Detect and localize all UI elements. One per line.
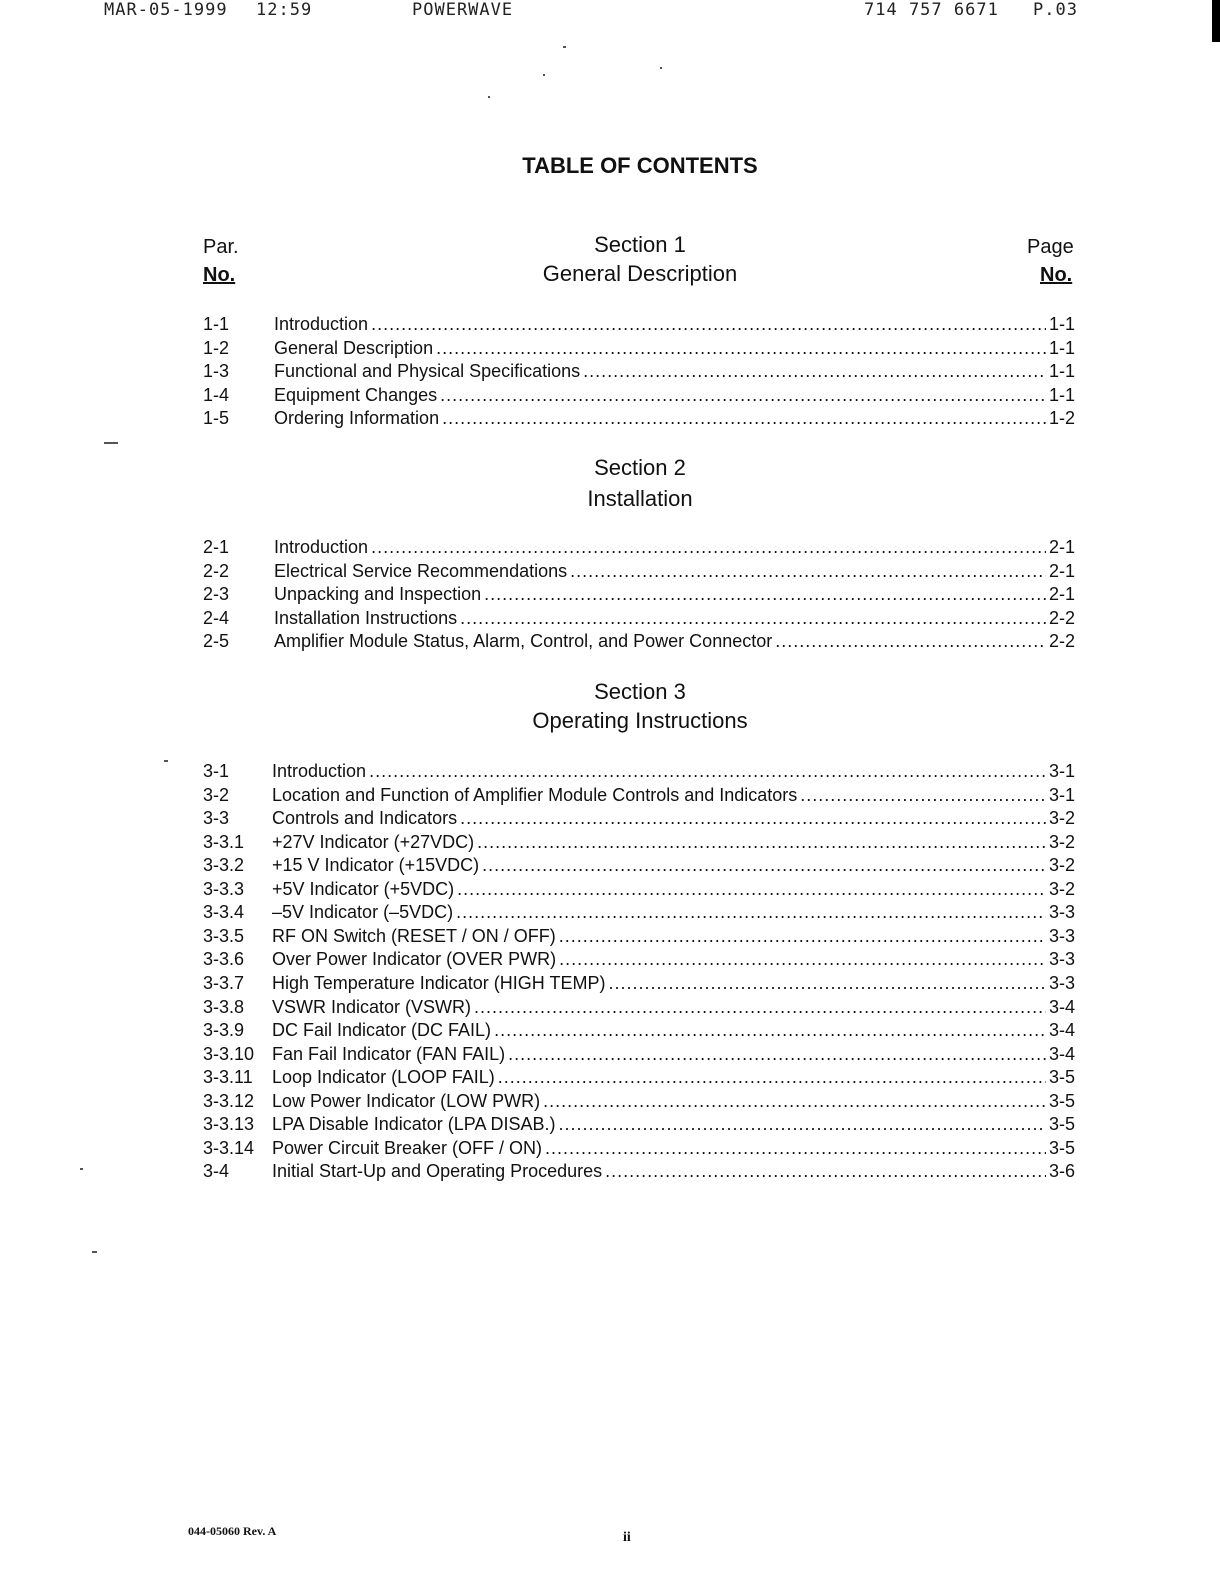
toc-entry-title: VSWR Indicator (VSWR) [272, 996, 472, 1017]
toc-entry [0, 1138, 1220, 1162]
doc-number: 044-05060 Rev. A [188, 1524, 277, 1538]
toc-entry [0, 1161, 1220, 1185]
toc-entry-leader [583, 361, 1046, 382]
toc-entry-leader [482, 855, 1046, 876]
scan-speck [92, 1251, 97, 1253]
toc-entry-page: 3-1 [1048, 784, 1075, 805]
toc-entry [0, 926, 1220, 950]
toc-entry-leader [508, 1044, 1046, 1065]
toc-entry [0, 808, 1220, 832]
toc-entry-number: 2-2 [203, 560, 230, 581]
toc-entry [0, 832, 1220, 856]
toc-entry-page: 2-1 [1048, 584, 1075, 605]
toc-entry-leader [460, 608, 1046, 629]
toc-entry-number: 3-3.14 [203, 1137, 255, 1158]
toc-entry-leader [559, 949, 1046, 970]
toc-entry-page: 3-3 [1048, 949, 1075, 970]
toc-entry [0, 1020, 1220, 1044]
section-3-heading: Section 3 [594, 679, 686, 704]
toc-entry-leader [474, 997, 1046, 1018]
toc-entry-title: High Temperature Indicator (HIGH TEMP) [272, 972, 606, 993]
toc-entry [0, 902, 1220, 926]
toc-entry-page: 3-5 [1048, 1137, 1075, 1158]
toc-entry-number: 3-3.11 [203, 1067, 253, 1088]
section-2-heading: Section 2 [594, 455, 686, 480]
toc-entry-number: 3-2 [203, 784, 230, 805]
section-1-heading: Section 1 [594, 232, 686, 257]
toc-entry-title: LPA Disable Indicator (LPA DISAB.) [272, 1114, 556, 1135]
toc-entry-page: 3-2 [1048, 808, 1075, 829]
toc-entry-page: 3-5 [1048, 1114, 1075, 1135]
toc-entry-leader [543, 1091, 1046, 1112]
fax-time: 12:59 [256, 0, 313, 20]
section-2-subheading: Installation [587, 486, 693, 511]
toc-entry-number: 1-1 [203, 314, 230, 334]
toc-entry-page: 3-4 [1048, 1043, 1075, 1064]
scan-speck [488, 96, 490, 98]
toc-entry-page: 1-1 [1048, 384, 1075, 405]
toc-entry-number: 3-3.10 [203, 1043, 255, 1064]
toc-entry [0, 1044, 1220, 1068]
toc-entry-number: 2-3 [203, 584, 230, 605]
toc-entry-title: Location and Function of Amplifier Module Controls and Indicators [272, 784, 798, 805]
toc-entry-number: 3-3.3 [203, 878, 245, 899]
toc-entry-title: Functional and Physical Specifications [274, 361, 581, 382]
toc-entry-number: 3-3.4 [203, 902, 245, 923]
toc-entry-leader [369, 761, 1046, 782]
toc-entry [0, 631, 1220, 655]
toc-entry [0, 855, 1220, 879]
toc-entry-page: 3-2 [1048, 855, 1075, 876]
toc-entry-number: 3-3.5 [203, 925, 245, 946]
toc-entry [0, 584, 1220, 608]
toc-entry-title: Amplifier Module Status, Alarm, Control, and Power Connector [274, 631, 773, 652]
toc-entry-number: 3-4 [203, 1161, 230, 1182]
toc-entry-title: Equipment Changes [274, 384, 438, 405]
toc-entry-page: 2-2 [1048, 607, 1075, 628]
toc-entry-number: 3-3.6 [203, 949, 245, 970]
toc-entry-title: Initial Start-Up and Operating Procedures [272, 1161, 603, 1182]
toc-entry-title: General Description [274, 337, 434, 358]
toc-entry-leader [559, 926, 1046, 947]
page-label: Page [1027, 236, 1074, 258]
toc-entry-page: 3-2 [1048, 831, 1075, 852]
toc-entry [0, 314, 1220, 338]
toc-entry-leader [440, 385, 1046, 406]
toc-entry-number: 1-4 [203, 384, 230, 405]
toc-entry-number: 1-3 [203, 361, 230, 382]
toc-entry-page: 1-1 [1048, 361, 1075, 382]
toc-entry [0, 879, 1220, 903]
toc-entry-page: 2-1 [1048, 537, 1075, 557]
toc-entry-title: Introduction [272, 761, 367, 781]
par-label: Par. [203, 236, 239, 258]
toc-entry-number: 3-3.7 [203, 972, 245, 993]
page-no-label: No. [1040, 264, 1073, 286]
toc-entry-number: 2-5 [203, 631, 230, 652]
toc-entry-leader [484, 584, 1046, 605]
toc-entry-number: 3-3.8 [203, 996, 245, 1017]
page-number: ii [623, 1530, 631, 1545]
toc-entry [0, 338, 1220, 362]
toc-entry-number: 1-5 [203, 408, 230, 429]
toc-entry-title: Low Power Indicator (LOW PWR) [272, 1090, 541, 1111]
toc-entry-leader [456, 902, 1046, 923]
toc-entry-title: RF ON Switch (RESET / ON / OFF) [272, 925, 556, 946]
toc-entry-leader [436, 338, 1046, 359]
toc-entry-number: 3-3.12 [203, 1090, 255, 1111]
toc-entry-leader [498, 1067, 1046, 1088]
toc-entry-page: 3-2 [1048, 878, 1075, 899]
toc-entry-title: Introduction [274, 537, 369, 557]
toc-entry-title: DC Fail Indicator (DC FAIL) [272, 1020, 492, 1041]
toc-entry-leader [371, 314, 1046, 335]
toc-entry-leader [460, 808, 1046, 829]
toc-entry [0, 361, 1220, 385]
toc-entry-number: 3-3.1 [203, 831, 245, 852]
toc-entry-page: 2-1 [1048, 560, 1075, 581]
toc-entry [0, 973, 1220, 997]
toc-entry-page: 3-4 [1048, 1020, 1075, 1041]
toc-entry-number: 3-3 [203, 808, 230, 829]
toc-entry-page: 3-3 [1048, 972, 1075, 993]
toc-entry-number: 3-3.13 [203, 1114, 255, 1135]
par-no-label: No. [203, 264, 236, 286]
section-1-subheading: General Description [542, 261, 738, 286]
toc-entry-leader [570, 561, 1046, 582]
toc-entry-page: 3-5 [1048, 1067, 1075, 1088]
toc-entry [0, 408, 1220, 432]
toc-entry-title: Controls and Indicators [272, 808, 458, 829]
fax-page: P.03 [1033, 0, 1078, 20]
toc-entry-leader [608, 973, 1046, 994]
scan-edge-mark [1212, 0, 1220, 42]
toc-entry-number: 3-3.9 [203, 1020, 245, 1041]
toc-entry [0, 949, 1220, 973]
toc-entry [0, 385, 1220, 409]
toc-entry [0, 1067, 1220, 1091]
toc-entry-title: Loop Indicator (LOOP FAIL) [272, 1067, 495, 1088]
fax-sender: POWERWAVE [412, 0, 514, 20]
toc-entry-page: 1-1 [1048, 314, 1075, 334]
toc-entry-leader [545, 1138, 1046, 1159]
toc-entry-leader [605, 1161, 1046, 1182]
toc-entry-page: 3-1 [1048, 761, 1075, 781]
toc-entry-title: Power Circuit Breaker (OFF / ON) [272, 1137, 543, 1158]
toc-entry-title: +27V Indicator (+27VDC) [272, 831, 475, 852]
toc-entry-title: Unpacking and Inspection [274, 584, 482, 605]
toc-entry [0, 1091, 1220, 1115]
section-3-subheading: Operating Instructions [532, 708, 748, 733]
toc-entry-title: +15 V Indicator (+15VDC) [272, 855, 480, 876]
toc-entry-leader [442, 408, 1046, 429]
scan-speck [563, 46, 566, 48]
scan-speck [660, 67, 662, 69]
toc-entry [0, 537, 1220, 561]
page-title: TABLE OF CONTENTS [522, 153, 758, 178]
toc-entry-number: 3-3.2 [203, 855, 245, 876]
toc-entry [0, 997, 1220, 1021]
toc-entry [0, 761, 1220, 785]
toc-entry-page: 3-5 [1048, 1090, 1075, 1111]
fax-date: MAR-05-1999 [104, 0, 228, 20]
toc-entry-title: +5V Indicator (+5VDC) [272, 878, 455, 899]
toc-entry-page: 3-4 [1048, 996, 1075, 1017]
toc-entry-page: 3-3 [1048, 925, 1075, 946]
toc-entry-title: Over Power Indicator (OVER PWR) [272, 949, 557, 970]
toc-entry-number: 1-2 [203, 337, 230, 358]
toc-entry-title: Introduction [274, 314, 369, 334]
toc-entry-leader [457, 879, 1046, 900]
toc-entry-leader [800, 785, 1046, 806]
toc-entry-page: 1-1 [1048, 337, 1075, 358]
scan-speck [543, 74, 545, 76]
toc-entry [0, 561, 1220, 585]
toc-entry-number: 3-1 [203, 761, 230, 781]
toc-entry-page: 1-2 [1048, 408, 1075, 429]
toc-entry [0, 608, 1220, 632]
toc-entry-number: 2-4 [203, 607, 230, 628]
toc-entry-leader [558, 1114, 1046, 1135]
toc-entry-title: –5V Indicator (–5VDC) [272, 902, 454, 923]
toc-entry-page: 2-2 [1048, 631, 1075, 652]
toc-entry [0, 1114, 1220, 1138]
toc-entry-page: 3-3 [1048, 902, 1075, 923]
toc-entry-number: 2-1 [203, 537, 230, 557]
toc-entry-title: Fan Fail Indicator (FAN FAIL) [272, 1043, 506, 1064]
toc-entry [0, 785, 1220, 809]
toc-entry-leader [477, 832, 1046, 853]
toc-entry-leader [371, 537, 1046, 558]
scan-speck [104, 442, 118, 444]
toc-entry-title: Installation Instructions [274, 607, 458, 628]
toc-entry-title: Electrical Service Recommendations [274, 560, 568, 581]
toc-entry-leader [775, 631, 1046, 652]
toc-entry-title: Ordering Information [274, 408, 440, 429]
toc-entry-page: 3-6 [1048, 1161, 1075, 1182]
toc-entry-leader [494, 1020, 1046, 1041]
fax-phone: 714 757 6671 [864, 0, 999, 20]
